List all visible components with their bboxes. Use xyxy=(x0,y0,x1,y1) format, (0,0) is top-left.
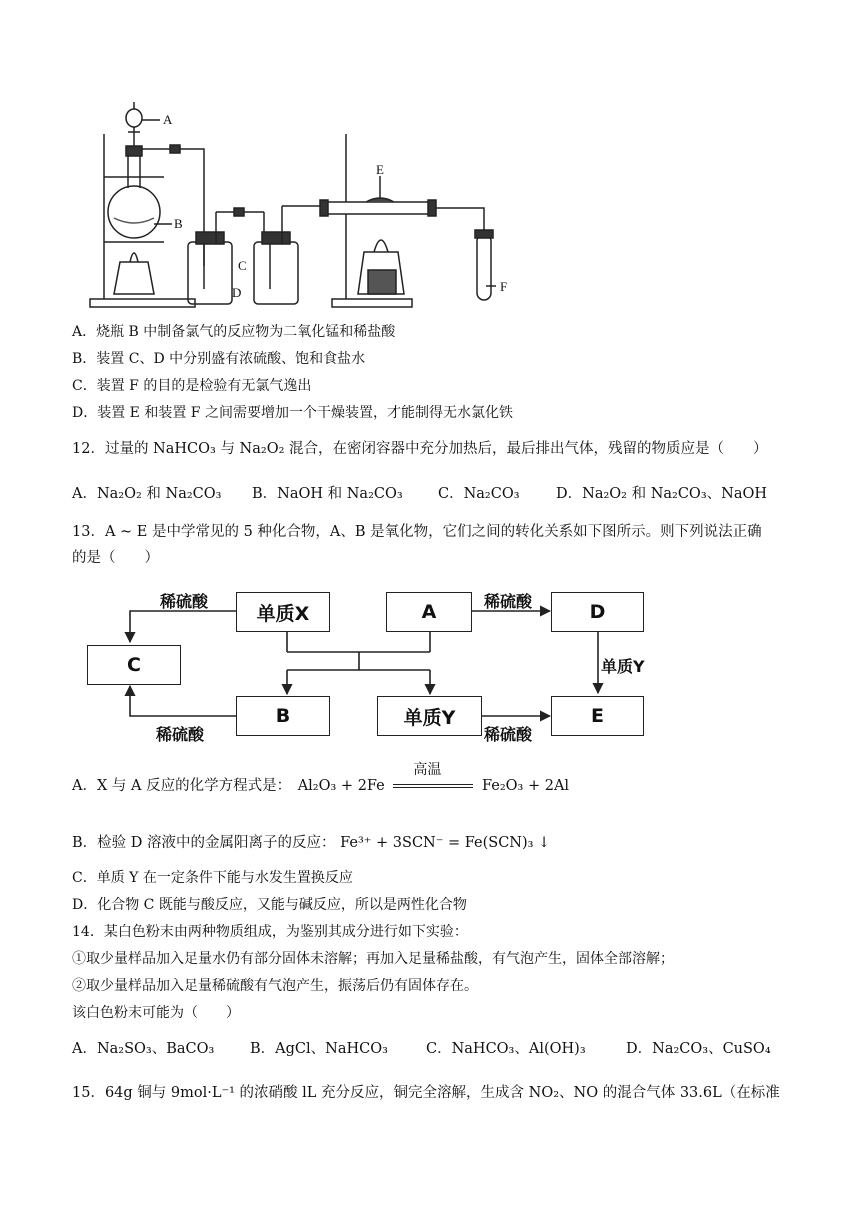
label-a: A xyxy=(163,112,173,127)
q12-option-c: C．Na₂CO₃ xyxy=(438,486,520,502)
q11-option-a: A．烧瓶 B 中制备氯气的反应物为二氧化锰和稀盐酸 xyxy=(72,324,396,340)
q13-equation-arrow xyxy=(393,762,473,796)
q13-option-a-prefix: A．X 与 A 反应的化学方程式是： xyxy=(72,778,292,794)
q13-stem-line2: 的是（ ） xyxy=(72,550,159,566)
edge-label-y-to-e: 稀硫酸 xyxy=(484,725,533,744)
q13-stem-line1: 13．A ~ E 是中学常见的 5 种化合物，A、B 是氧化物，它们之间的转化关系如下图所示。则下列说法正确 xyxy=(72,524,762,540)
box-d: D xyxy=(551,592,644,632)
label-d: D xyxy=(232,285,242,300)
q14-option-a: A．Na₂SO₃、BaCO₃ xyxy=(72,1041,215,1057)
label-c: C xyxy=(238,258,247,273)
q14-stem: 14．某白色粉末由两种物质组成，为鉴别其成分进行如下实验： xyxy=(72,924,468,940)
box-c: C xyxy=(87,645,181,685)
q12-option-d: D．Na₂O₂ 和 Na₂CO₃、NaOH xyxy=(556,486,767,502)
q13-option-d: D．化合物 C 既能与酸反应，又能与碱反应，所以是两性化合物 xyxy=(72,897,467,913)
box-b: B xyxy=(236,696,330,736)
q13-equation-right: Fe₂O₃ + 2Al xyxy=(482,778,570,794)
q13-option-c: C．单质 Y 在一定条件下能与水发生置换反应 xyxy=(72,870,353,886)
q12-option-b: B．NaOH 和 Na₂CO₃ xyxy=(252,486,403,502)
q11-option-b: B．装置 C、D 中分别盛有浓硫酸、饱和食盐水 xyxy=(72,351,366,367)
box-element-x: 单质X xyxy=(236,592,330,632)
q12-option-a: A．Na₂O₂ 和 Na₂CO₃ xyxy=(72,486,222,502)
q13-option-b-prefix: B．检验 D 溶液中的金属阳离子的反应： xyxy=(72,835,336,851)
q14-option-d: D．Na₂CO₃、CuSO₄ xyxy=(626,1041,771,1057)
box-a: A xyxy=(386,592,472,632)
label-f: F xyxy=(500,279,508,294)
q12-stem: 12．过量的 NaHCO₃ 与 Na₂O₂ 混合，在密闭容器中充分加热后，最后排出气体，残留的物质应是（ ） xyxy=(72,441,768,457)
q14-question: 该白色粉末可能为（ ） xyxy=(72,1005,240,1021)
box-e: E xyxy=(551,696,644,736)
edge-label-a-to-d: 稀硫酸 xyxy=(484,592,533,611)
label-b: B xyxy=(174,216,183,231)
q13-option-b xyxy=(72,833,550,853)
q14-step2: ②取少量样品加入足量稀硫酸有气泡产生，振荡后仍有固体存在。 xyxy=(72,978,478,994)
q13-option-a xyxy=(72,762,570,796)
q11-option-d: D．装置 E 和装置 F 之间需要增加一个干燥装置，才能制得无水氯化铁 xyxy=(72,405,513,421)
edge-label-b-to-c: 稀硫酸 xyxy=(156,725,205,744)
q14-option-b: B．AgCl、NaHCO₃ xyxy=(250,1041,388,1057)
label-e: E xyxy=(376,162,384,177)
q13-option-b-equation: Fe³⁺ + 3SCN⁻ = Fe(SCN)₃ ↓ xyxy=(340,835,551,851)
edge-label-x-to-c: 稀硫酸 xyxy=(160,592,209,611)
box-element-y: 单质Y xyxy=(377,696,482,736)
q13-equation-condition: 高温 xyxy=(413,762,442,778)
q13-equation-left: Al₂O₃ + 2Fe xyxy=(297,778,385,794)
q15-stem: 15．64g 铜与 9mol·L⁻¹ 的浓硝酸 lL 充分反应，铜完全溶解，生成含 NO₂、NO 的混合气体 33.6L（在标准 xyxy=(72,1085,780,1101)
edge-label-d-to-e: 单质Y xyxy=(601,657,645,676)
q11-option-c: C．装置 F 的目的是检验有无氯气逸出 xyxy=(72,378,312,394)
q14-step1: ①取少量样品加入足量水仍有部分固体未溶解；再加入足量稀盐酸，有气泡产生，固体全部溶解； xyxy=(72,951,674,967)
q14-option-c: C．NaHCO₃、Al(OH)₃ xyxy=(426,1041,586,1057)
